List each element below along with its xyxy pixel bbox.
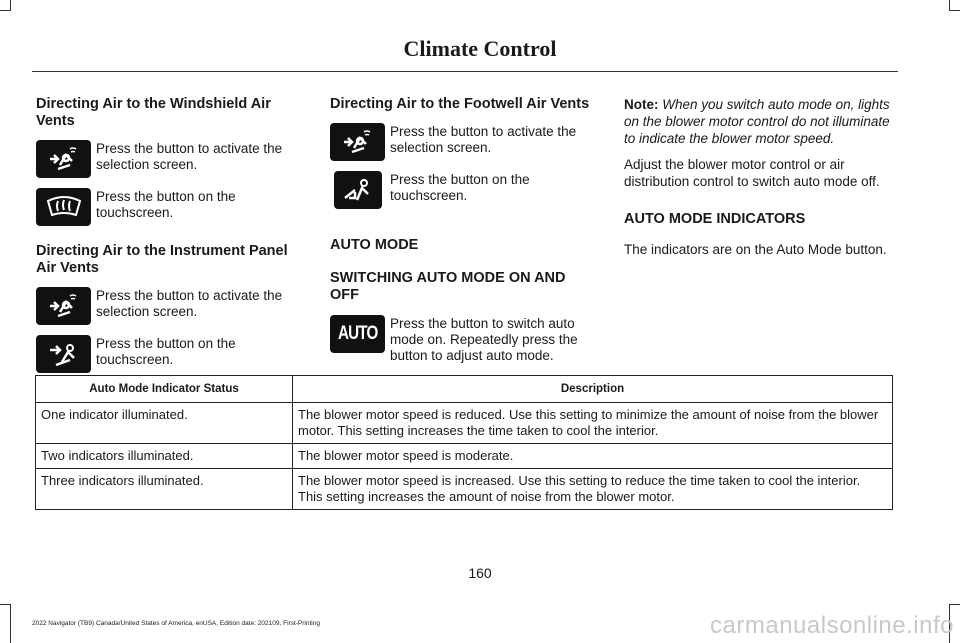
table-cell: Three indicators illuminated.	[36, 469, 293, 510]
instruction-text: Press the button on the touchscreen.	[390, 172, 530, 203]
auto-mode-heading: AUTO MODE	[330, 237, 419, 253]
table-cell: One indicator illuminated.	[36, 403, 293, 444]
paragraph: Adjust the blower motor control or air distribution control to switch auto mode off.	[624, 157, 880, 189]
footwell-vent-icon	[334, 171, 382, 209]
table-row	[36, 469, 893, 510]
indicator-table	[35, 375, 893, 510]
table-cell: The blower motor speed is increased. Use this setting to reduce the time taken to cool the interior. This setting increases the amount of noise from the blower motor.	[293, 469, 893, 510]
table-cell: The blower motor speed is reduced. Use this setting to minimize the amount of noise from the blower motor. This setting increases the time taken to cool the interior.	[293, 403, 893, 444]
instruction-row	[36, 140, 296, 178]
instruction-text: Press the button on the touchscreen.	[96, 189, 236, 220]
table-header-cell: Auto Mode Indicator Status	[36, 376, 293, 403]
paragraph: The indicators are on the Auto Mode button.	[624, 242, 887, 257]
footer-edition-text: 2022 Navigator (TB9) Canada/United States of America, enUSA, Edition date: 202109, First-Printing	[32, 620, 320, 627]
instruction-text: Press the button on the touchscreen.	[96, 336, 236, 367]
climate-selection-icon	[330, 123, 385, 161]
crop-mark-top-left	[0, 0, 11, 11]
section-heading-instrument-panel: Directing Air to the Instrument Panel Air Vents	[36, 243, 288, 276]
column-right	[624, 96, 896, 258]
table-row	[36, 444, 893, 469]
instruction-row	[36, 335, 296, 373]
page-title: Climate Control	[403, 36, 557, 61]
auto-icon-label: AUTO	[337, 323, 378, 344]
note-body: When you switch auto mode on, lights on the blower motor control do not illuminate to indicate the blower motor speed.	[624, 97, 890, 146]
note-label: Note:	[624, 97, 659, 112]
note-paragraph	[624, 96, 896, 147]
section-heading-windshield: Directing Air to the Windshield Air Vents	[36, 96, 271, 129]
table-cell: Two indicators illuminated.	[36, 444, 293, 469]
crop-mark-top-right	[949, 0, 960, 11]
auto-mode-indicators-heading: AUTO MODE INDICATORS	[624, 211, 806, 227]
section-heading-footwell: Directing Air to the Footwell Air Vents	[330, 96, 590, 112]
climate-selection-icon	[36, 140, 91, 178]
windshield-defrost-icon	[36, 188, 91, 226]
instruction-row	[330, 123, 592, 161]
instruction-row	[36, 188, 296, 226]
auto-icon	[330, 315, 385, 353]
instruction-text: Press the button to activate the selection screen.	[390, 124, 577, 155]
crop-mark-bottom-left	[0, 604, 11, 643]
page-number: 160	[468, 565, 492, 581]
table-row	[36, 403, 893, 444]
instruction-text: Press the button to activate the selection screen.	[96, 288, 283, 319]
column-middle	[330, 96, 592, 364]
climate-selection-icon	[36, 287, 91, 325]
table-cell: The blower motor speed is moderate.	[293, 444, 893, 469]
table-header-cell: Description	[293, 376, 893, 403]
instruction-row	[330, 171, 592, 209]
table-header-row	[36, 376, 893, 403]
switching-auto-mode-heading: SWITCHING AUTO MODE ON AND OFF	[330, 270, 566, 303]
panel-vent-icon	[36, 335, 91, 373]
watermark: carmanualsonline.info	[710, 612, 954, 639]
column-left	[36, 96, 296, 373]
instruction-row	[330, 315, 592, 364]
header-divider	[32, 71, 898, 72]
instruction-row	[36, 287, 296, 325]
instruction-text: Press the button to activate the selection screen.	[96, 141, 283, 172]
instruction-text: Press the button to switch auto mode on. Repeatedly press the button to adjust auto mode.	[390, 316, 578, 363]
